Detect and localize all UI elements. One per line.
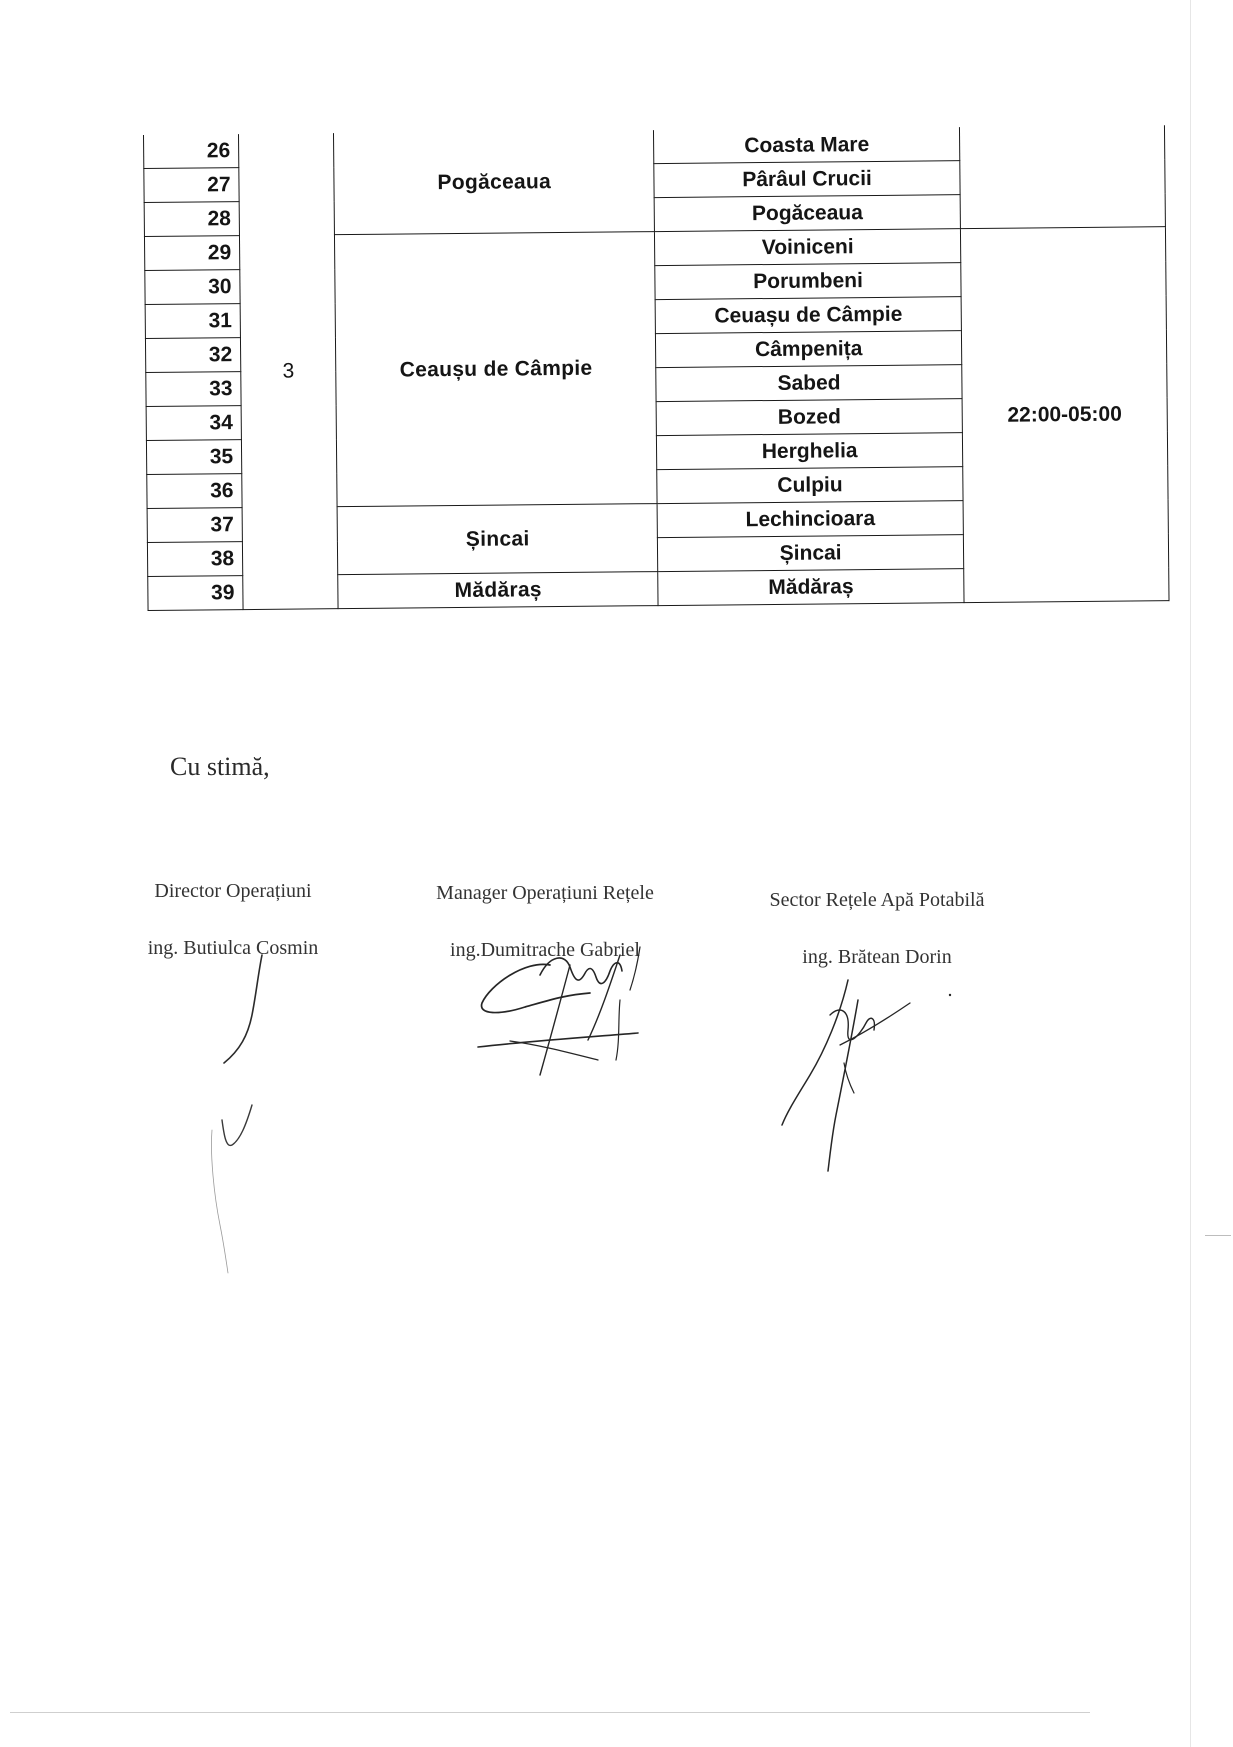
zone-cell (239, 133, 339, 609)
zone-number: 3 (282, 359, 295, 383)
row-number: 36 (147, 474, 242, 509)
row-number: 34 (146, 406, 241, 441)
locality-cell: Sabed (656, 365, 962, 402)
schedule-table (143, 125, 1170, 611)
row-number: 32 (145, 338, 240, 373)
locality-cell: Voiniceni (655, 229, 961, 266)
signatory-name: ing. Brătean Dorin (802, 946, 952, 968)
row-number: 37 (147, 508, 242, 543)
interval-cell-empty (959, 125, 1165, 228)
signatory-name: ing.Dumitrache Gabriel (450, 939, 640, 961)
row-number: 29 (144, 236, 239, 271)
row-number: 26 (143, 134, 238, 168)
row-number: 35 (146, 440, 241, 475)
signature-3 (770, 975, 930, 1175)
locality-cell: Mădăraș (658, 569, 964, 606)
locality-cell: Coasta Mare (654, 127, 960, 163)
commune-cell: Mădăraș (338, 572, 659, 609)
locality-cell: Pârâul Crucii (654, 161, 960, 198)
locality-cell: Culpiu (657, 467, 963, 504)
signatory-name: ing. Butiulca Cosmin (147, 937, 319, 959)
signature-2 (470, 945, 680, 1075)
signatory-block (128, 880, 338, 960)
signatory-block (742, 889, 1012, 969)
table-row (143, 125, 1164, 168)
interval-cell: 22:00-05:00 (960, 227, 1169, 603)
locality-cell: Pogăceaua (655, 195, 961, 232)
commune-cell: Ceaușu de Câmpie (335, 232, 658, 507)
closing-text: Cu stimă, (170, 752, 270, 781)
row-number: 31 (145, 304, 240, 339)
commune-cell: Șincai (337, 504, 658, 575)
row-number: 27 (144, 168, 239, 203)
scan-line (10, 1712, 1090, 1713)
row-number: 39 (148, 576, 243, 611)
locality-cell: Porumbeni (655, 263, 961, 300)
signatory-role: Sector Rețele Apă Potabilă (769, 889, 985, 911)
row-number: 30 (145, 270, 240, 305)
commune-cell: Pogăceaua (334, 130, 655, 235)
row-number: 38 (147, 542, 242, 577)
signatory-role: Director Operațiuni (154, 880, 312, 902)
locality-cell: Ceuașu de Câmpie (656, 297, 962, 334)
signature-1 (200, 955, 280, 1275)
locality-cell: Bozed (657, 399, 963, 436)
scan-mark (1205, 1235, 1231, 1236)
scan-edge (1190, 0, 1191, 1747)
locality-cell: Lechincioara (658, 501, 964, 538)
signatory-role: Manager Operațiuni Rețele (436, 882, 654, 904)
locality-cell: Herghelia (657, 433, 963, 470)
row-number: 28 (144, 202, 239, 237)
locality-cell: Câmpenița (656, 331, 962, 368)
row-number: 33 (146, 372, 241, 407)
locality-cell: Șincai (658, 535, 964, 572)
